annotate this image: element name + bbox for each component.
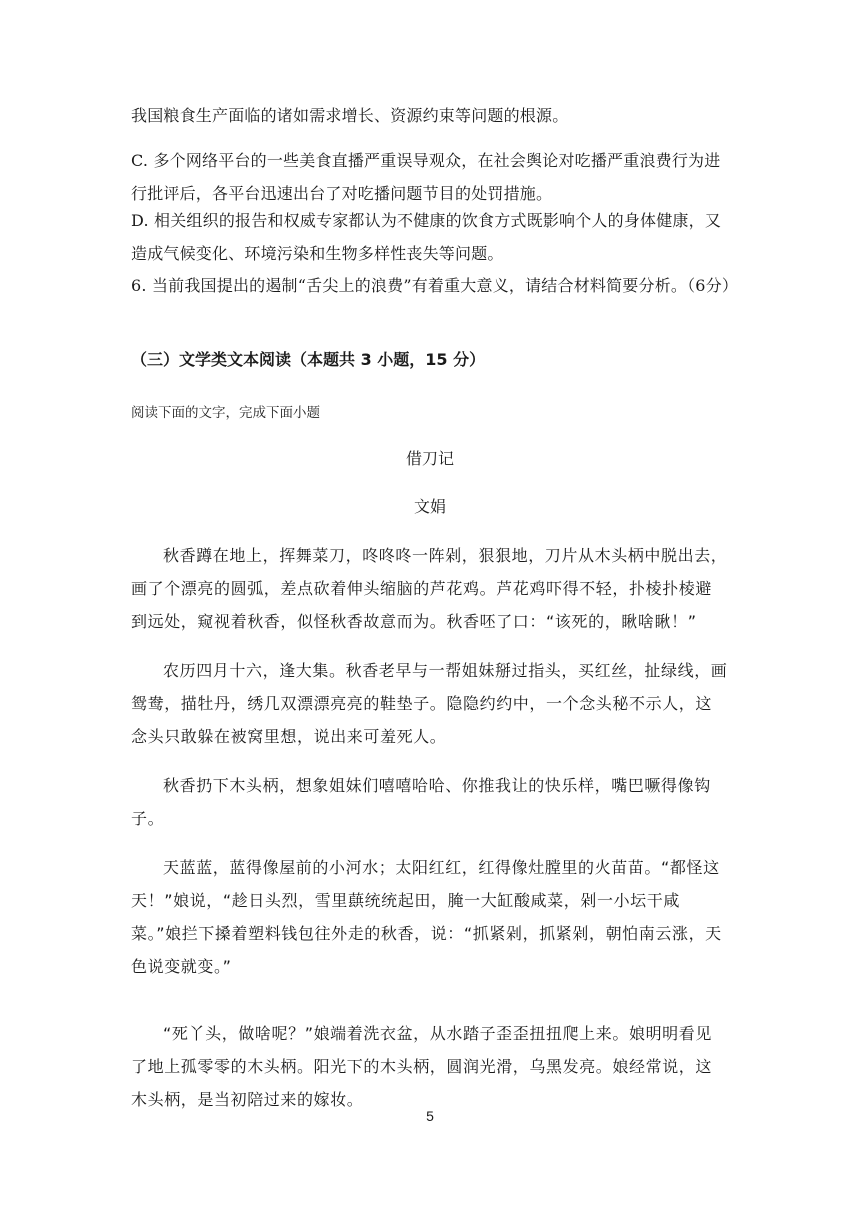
reading-instruction: 阅读下面的文字，完成下面小题	[131, 405, 320, 421]
story-paragraph-5: “死丫头，做啥呢？”娘端着洗衣盆，从水踏子歪歪扭扭爬上来。娘明明看见了地上孤零零的木头柄。阳光下的木头柄，圆润光滑，乌黑发亮。娘经常说，这木头柄，是当初陪过来的嫁妆。	[131, 1024, 713, 1109]
option-d: D. 相关组织的报告和权威专家都认为不健康的饮食方式既影响个人的身体健康，又造成气候变化、环境污染和生物多样性丧失等问题。	[131, 211, 722, 263]
continuation-text: 我国粮食生产面临的诸如需求增长、资源约束等问题的根源。	[131, 106, 569, 125]
option-c: C. 多个网络平台的一些美食直播严重误导观众，在社会舆论对吃播严重浪费行为进行批评后，各平台迅速出台了对吃播问题节目的处罚措施。	[131, 151, 721, 203]
story-paragraph-3: 秋香扔下木头柄，想象姐妹们嘻嘻哈哈、你推我让的快乐样，嘴巴噘得像钩子。	[131, 776, 711, 828]
story-paragraph-4: 天蓝蓝，蓝得像屋前的小河水；太阳红红，红得像灶膛里的火苗苗。“都怪这天！”娘说，“趁日头烈，雪里蕻统统起田，腌一大缸酸咸菜，剁一小坛干咸菜。”娘拦下搡着塑料钱包往外走的秋香，说：“抓紧剁，抓紧剁，朝怕南云涨，天色说变就变。”	[131, 858, 722, 976]
story-paragraph-2: 农历四月十六，逢大集。秋香老早与一帮姐妹掰过指头，买红丝，扯绿线，画鸳鸯，描牡丹，绣几双漂漂亮亮的鞋垫子。隐隐约约中，一个念头秘不示人，这念头只敢躲在被窝里想，说出来可羞死人。	[131, 661, 728, 746]
story-paragraph-1: 秋香蹲在地上，挥舞菜刀，咚咚咚一阵剁，狠狠地，刀片从木头柄中脱出去，画了个漂亮的圆弧，差点砍着伸头缩脑的芦花鸡。芦花鸡吓得不轻，扑棱扑棱避到远处，窥视着秋香，似怪秋香故意而为。秋香呸了口：“该死的，瞅啥瞅！”	[131, 546, 728, 631]
story-author: 文娟	[413, 497, 446, 516]
section-heading: （三）文学类文本阅读（本题共 3 小题，15 分）	[131, 350, 486, 369]
question-6: 6. 当前我国提出的遏制“舌尖上的浪费”有着重大意义，请结合材料简要分析。（6分）	[131, 276, 739, 295]
page-number: 5	[426, 1108, 434, 1124]
story-title: 借刀记	[405, 449, 454, 468]
